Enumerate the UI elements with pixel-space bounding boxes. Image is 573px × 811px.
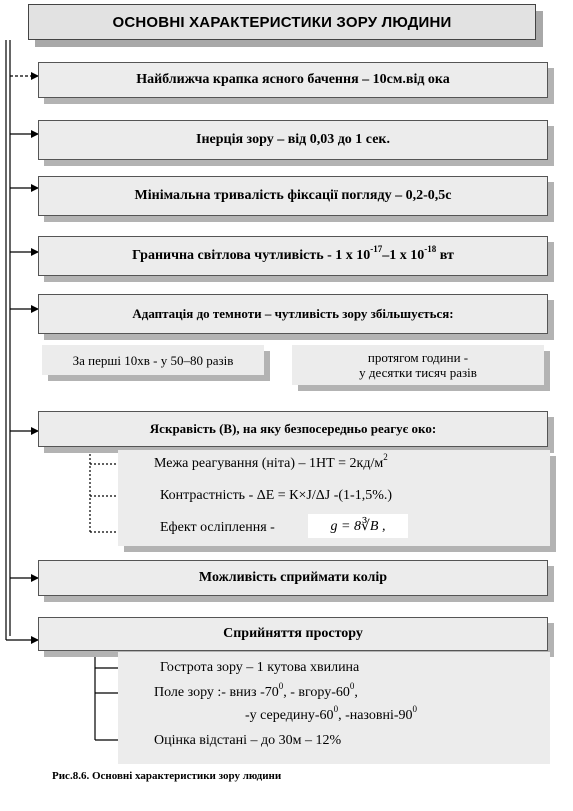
distance-estimation xyxy=(154,733,341,749)
box-color-perception xyxy=(38,560,548,596)
brightness-limit-text: Межа реагування (ніта) – 1НТ = 2кд/м xyxy=(154,456,384,471)
adaptation-hour-line1: протягом години - xyxy=(367,350,469,365)
box-dark-adaptation xyxy=(38,294,548,334)
adaptation-first-text: За перші 10хв - у 50–80 разів xyxy=(72,352,234,368)
fov-comma: , xyxy=(354,685,358,700)
box-nearest-point xyxy=(38,62,548,98)
adaptation-hour xyxy=(292,345,544,385)
sensitivity-prefix: Гранична світлова чутливість - 1 х 10 xyxy=(132,248,371,263)
sensitivity-exp1: -17 xyxy=(370,244,383,255)
fov-inward: -у середину-60 xyxy=(245,708,334,723)
box-fixation xyxy=(38,176,548,216)
nearest-point-text: Найближча крапка ясного бачення – 10см.від ока xyxy=(136,72,450,87)
brightness-contrast xyxy=(160,488,392,504)
visual-acuity xyxy=(160,660,359,676)
brightness-glare xyxy=(160,520,275,536)
fov-inward-exp: 0 xyxy=(333,704,339,715)
light-sensitivity-text xyxy=(132,244,454,264)
space-perception-text: Сприйняття простору xyxy=(223,626,363,641)
adaptation-hour-line2: у десятки тисяч разів xyxy=(359,365,477,380)
brightness-text: Яскравість (В), на яку безпосередньо реагує око: xyxy=(149,421,437,436)
brightness-glare-text: Ефект осліплення - xyxy=(160,520,275,535)
fov-down-exp: 0 xyxy=(278,681,284,692)
diagram-title xyxy=(28,4,536,40)
glare-formula xyxy=(308,514,408,538)
color-perception-text: Можливість сприймати колір xyxy=(198,570,388,585)
field-of-view-line1 xyxy=(154,681,358,701)
brightness-limit-exp: 2 xyxy=(383,452,388,463)
fov-down: Поле зору :- вниз -70 xyxy=(154,685,279,700)
inertia-text: Інерція зору – від 0,03 до 1 сек. xyxy=(196,132,390,147)
brightness-limit xyxy=(154,452,388,472)
fov-up: , - вгору-60 xyxy=(283,685,350,700)
glare-formula-text: g = 8∛B , xyxy=(330,518,386,534)
adaptation-first-minutes xyxy=(42,345,264,375)
sensitivity-middle: –1 х 10 xyxy=(382,248,425,263)
brightness-contrast-text: Контрастність - ΔЕ = К×J/ΔJ -(1-1,5%.) xyxy=(160,488,393,503)
box-light-sensitivity xyxy=(38,236,548,276)
diagram-title-text: ОСНОВНІ ХАРАКТЕРИСТИКИ ЗОРУ ЛЮДИНИ xyxy=(112,13,452,31)
dark-adaptation-text: Адаптація до темноти – чутливість зору збільшується: xyxy=(132,306,454,321)
fov-outward-exp: 0 xyxy=(412,704,418,715)
fov-outward: , -назовні-90 xyxy=(338,708,413,723)
sensitivity-suffix: вт xyxy=(436,248,454,263)
box-space-perception xyxy=(38,617,548,651)
field-of-view-line2 xyxy=(245,704,418,724)
fixation-text: Мінімальна тривалість фіксації погляду – 0,2-0,5с xyxy=(134,188,452,203)
box-inertia xyxy=(38,120,548,160)
box-brightness xyxy=(38,411,548,447)
visual-acuity-text: Гострота зору – 1 кутова хвилина xyxy=(160,660,360,675)
sensitivity-exp2: -18 xyxy=(424,244,437,255)
fov-up-exp: 0 xyxy=(349,681,355,692)
figure-caption: Рис.8.6. Основні характеристики зору людини xyxy=(52,770,282,782)
distance-estimation-text: Оцінка відстані – до 30м – 12% xyxy=(154,733,342,748)
